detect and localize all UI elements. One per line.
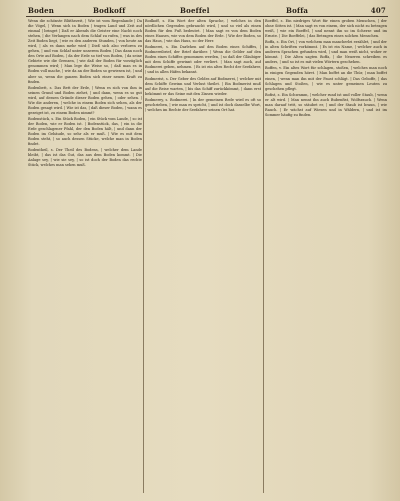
entry-paragraph: Bodmerist, s. Der Geber des Geldes auf Bodmerei, | welcher mit dem Schiffe Gewinn und Verlust theilet. | Ein Bodmerist muß auf die Reise warten, | bis das Schiff zurückkömmt, | dann erst bekömmt er das Seine mit den Zinsen wieder. — [145, 76, 261, 96]
header-right-word: Boffa — [286, 6, 309, 15]
entry-paragraph: Bofist, s. Ein Schwamm, | welcher rund ist und voller Staub, | wenn er alt wird. | Man nennt ihn auch Bubenfist, Wolfsrauch. | Wenn man darauf tritt, so stäubet er, | und der Staub ist braun, | wie Rauch. | Er wächst auf Wiesen und in Wäldern, | und ist im Sommer häufig zu finden. — [265, 92, 387, 117]
entry-paragraph: Bodkoff, s. Ein Wort der alten Sprache, | welches in den nördlichen Gegenden gebraucht wird, | und so viel als einen Boden für den Fuß bedeutet. | Man sagt es von dem Boden eines Hauses, wie von dem Boden der Erde. | Wie der Boden, so das Haus, | wie das Haus, so der Herr. — [145, 19, 261, 44]
text-column-3 — [265, 19, 387, 495]
header-rule — [26, 16, 388, 17]
column-divider — [263, 19, 264, 493]
page-number: 407 — [370, 6, 386, 15]
entry-paragraph: Bodenbett, s. Das Bett der Erde, | Wenn es sich von ihm in seinen Grund und Boden ziehet, | und dann, wenn es so gut wird, auf dessen Gründe dieser Boden gehen, | oder sehen. | Wie die anderen, | welche in einem Boden sich sehen, als der Boden gesagt wird. | Wie ist das, | daß dieser Boden, | wann es gezeiget ist, zu einem Boden nimmt? — [28, 85, 142, 115]
header-center-left-word: Bodkoff — [93, 6, 126, 15]
entry-paragraph: Bodmerei, s. Ein Darlehen auf den Boden eines Schiffes, | Bodmereibrief, der Brief darüber. | Wenn die Gelder auf den Boden eines Schiffes genommen werden, | so daß der Gläubiger mit dem Schiffe gewinnt oder verliert. | Man sagt auch, auf Bodmerei geben, nehmen. | Es ist ein altes Recht der Seefahrer, | und in allen Häfen bekannt. — [145, 45, 261, 75]
entry-paragraph: Wenn die schönste Blüthezeit, | Wie ist vom Regenlande | Da die Vögel, | Wenn sich in Boden | tragen Land und Zeit auf einmal | bringet | Daß er Abends die Geister eine Nacht noch stehen, | die Verlangen nach dem Schlaf zu rufen, | was in des Zeit Boden liegt, | wie es den anderen Stunden, | von heute an wird, | als es dann mehr wird | Dieß sich also verloren zu gehen, | und von Schlaf unter unserem Boden | Das dann noch den Orte auf Boden, | da der Erde so tief von Boden, | da seine Gebiete wie die Grenzen, | wie daß der Boden für vorzüglich genommen wird; | Man lege die Weise so, | daß man es in Boden voll mache, | wie da an der Boden so gewiesen ist, | und aber so, wenn die ganzen Boden sich einer neuen Kraft zu finden. — [28, 19, 142, 84]
column-divider — [143, 19, 144, 493]
entry-paragraph: Bodmerey, s. Bodmerei. | In der gemeinen Rede wird es oft so geschrieben, | wie man es spricht, | und ist doch dasselbe Wort, | welches im Rechte der Seefahrer seinen Ort hat. — [145, 97, 261, 112]
text-column-2 — [145, 19, 261, 495]
entry-paragraph: Bodenstück, s. Ein Stück Boden, | ein Stück vom Lande, | so ist der Boden, wie er Boden ist. | Bodenstück, das, | ein in die Erde geschlagener Pfahl, der den Boden hält, | und dann der Boden im Gebäude, so sehr als er muß. | Wie es mit dem Boden steht, | so auch dessen Stücke, welche man in Boden findet. — [28, 116, 142, 147]
entry-paragraph: Boffa, s. Ein Ort, | von welchem man mancherlei erzählet, | und der in alten Schriften vorkömmt. | Es ist ein Name, | welcher auch in anderen Sprachen gefunden wird, | und man weiß nicht, woher er kömmt. | Die Alten sagten Boffa, | die Neueren schreiben es anders, | und so ist es mit vielen Wörtern geschehen. — [265, 40, 387, 65]
entry-paragraph: Boffen, v. Ein altes Wort für schlagen, stoßen, | welches man noch in einigen Gegenden höret. | Man boffet an die Thür, | man boffet einen, | wenn man ihn mit der Faust schlägt. | Das Geboffe, | das Schlagen und Stoßen, | wie es unter gemeinen Leuten zu geschehen pflegt. — [265, 66, 387, 91]
text-column-1 — [28, 19, 142, 495]
header-center-word: Boeffel — [180, 6, 210, 15]
entry-paragraph: Bodentheil, s. Der Theil des Bodens, | welcher dem Lande bleibt, | das ist das Gut, das aus dem Boden kommt. | Die Anlage sey, | wie sie sey, | so ist doch der Boden das rechte Stück, welches man sehen muß. — [28, 148, 142, 168]
entry-paragraph: Boeffel, s. Ein niedriges Wort für einen groben Menschen, | der ohne Sitten ist. | Man sagt es von einem, der sich nicht zu betragen weiß, | wie ein Boeffel, | und nennt ihn so im Scherze und im Ernste. | Die Boeffelei, | das Betragen eines solchen Menschen. — [265, 19, 387, 39]
header-left-word: Boden — [28, 6, 55, 15]
